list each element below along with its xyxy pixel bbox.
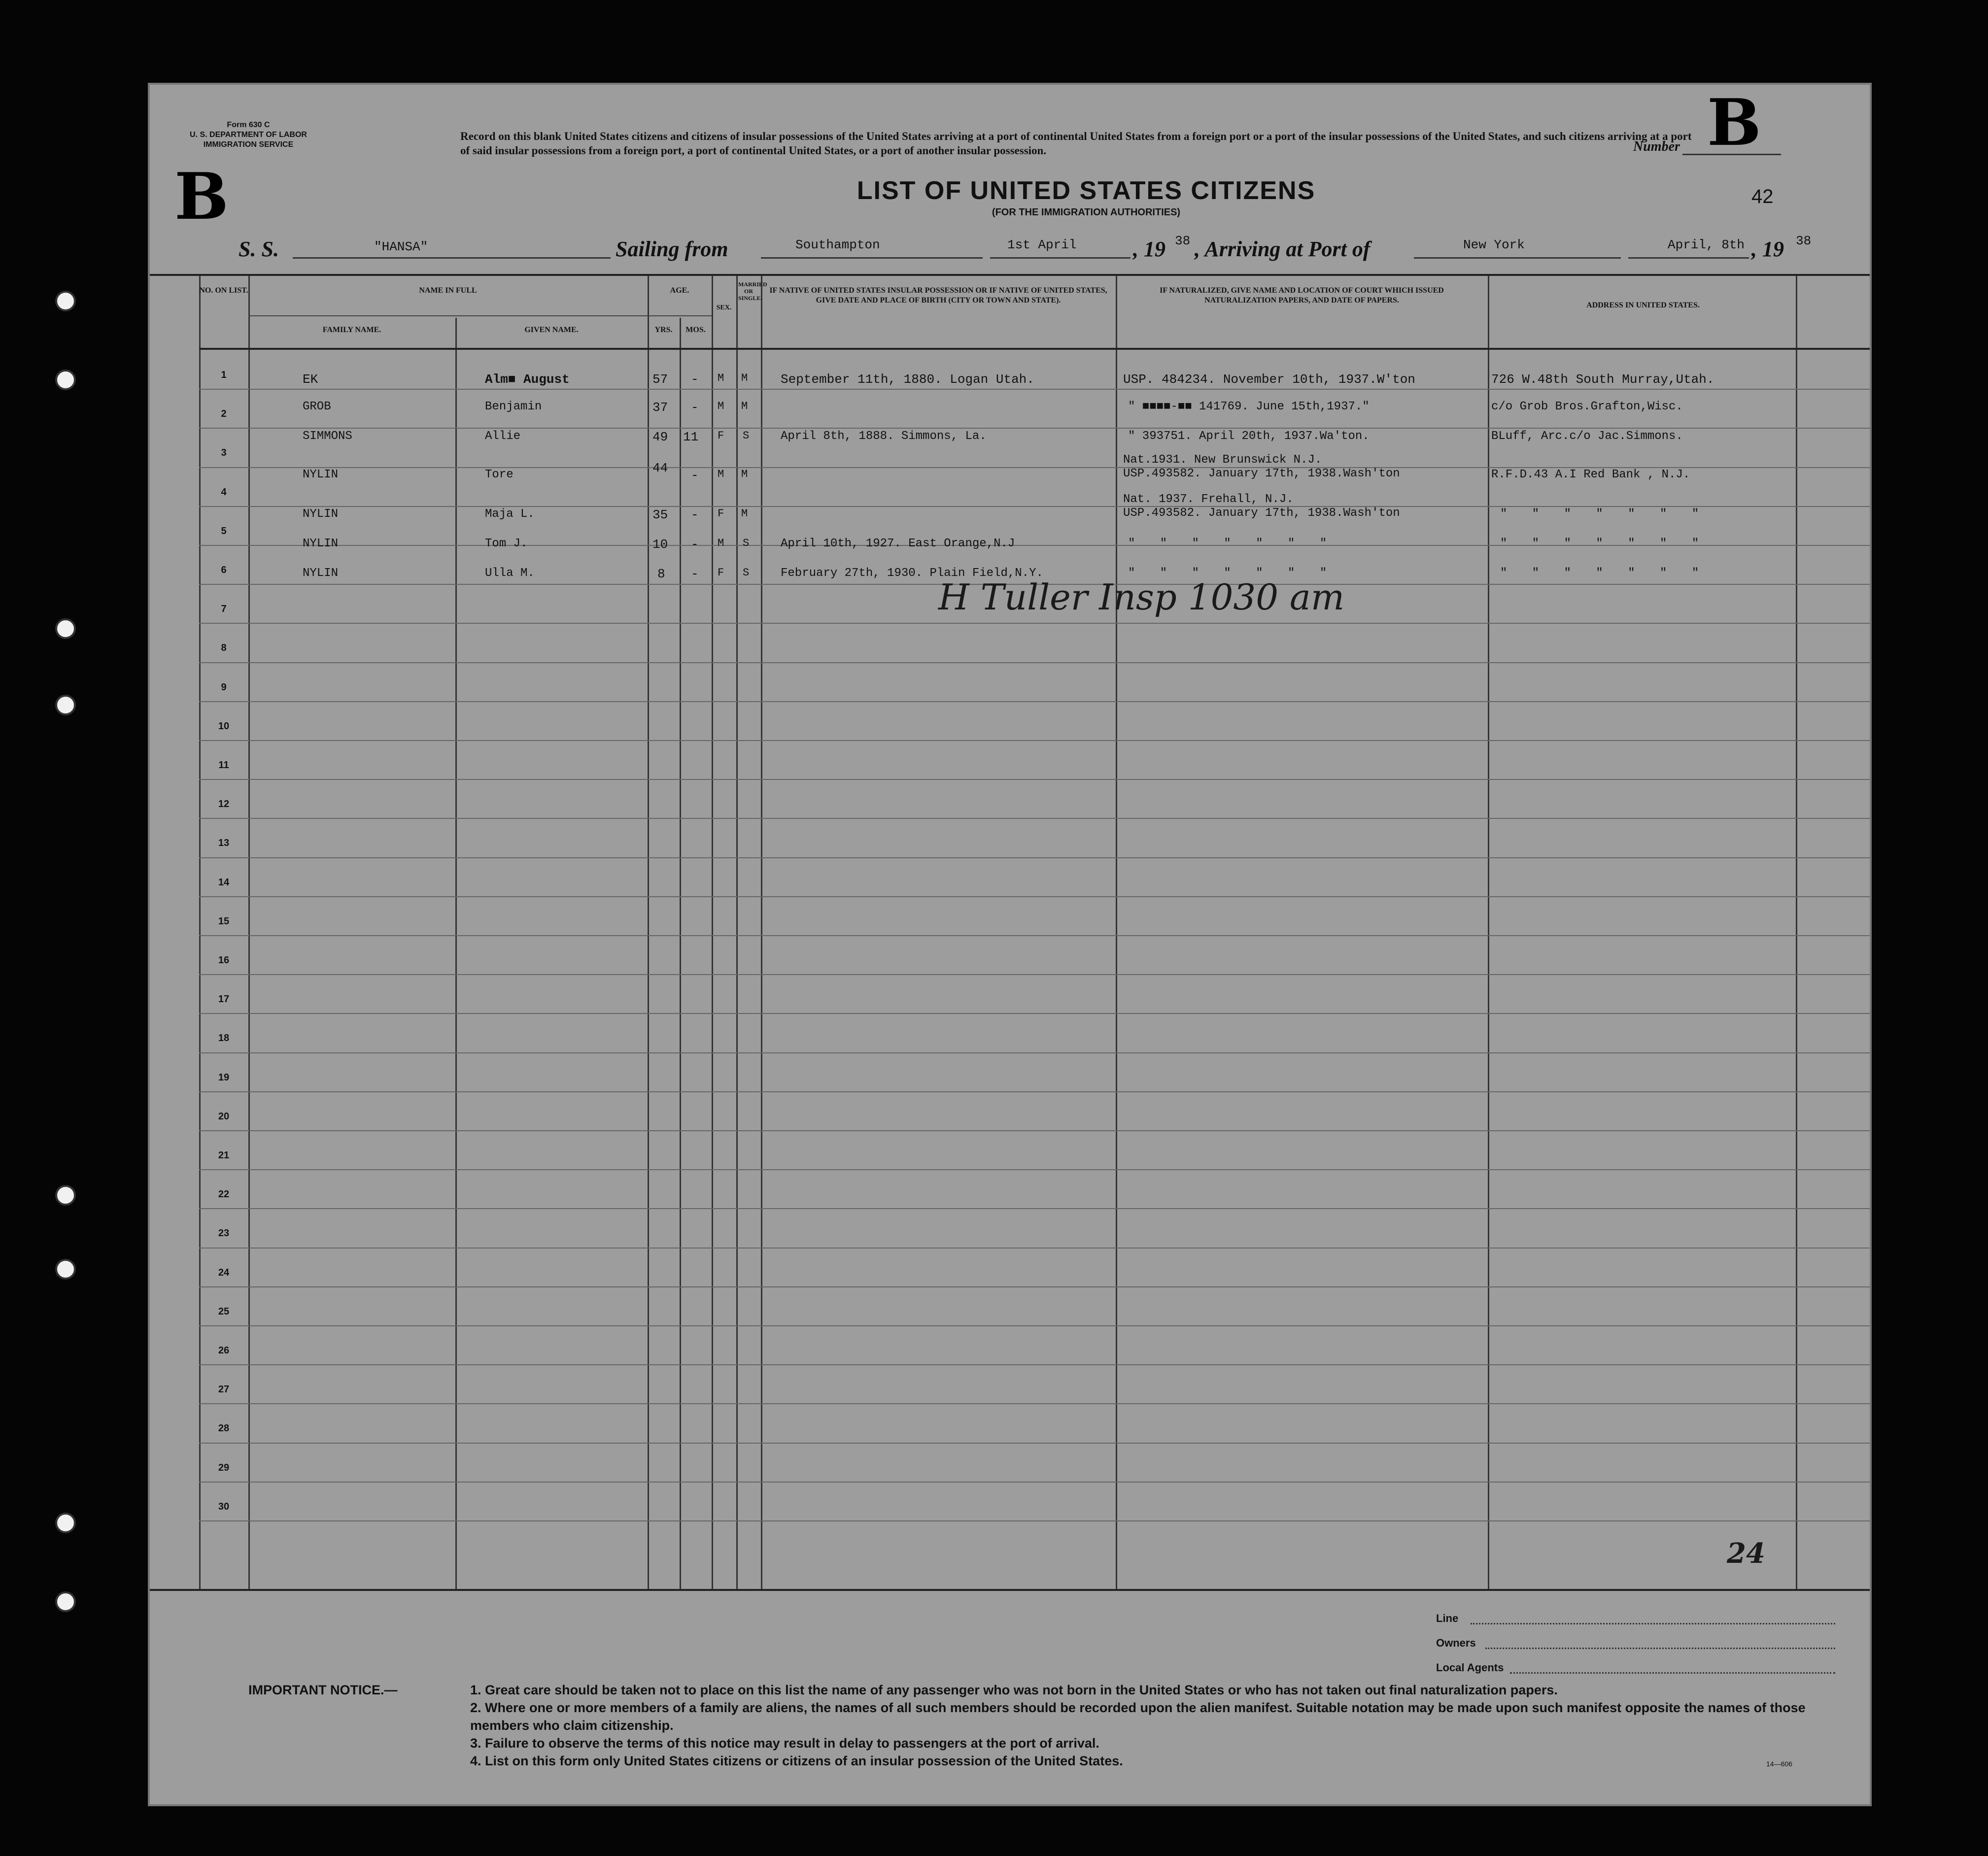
row-number: 4 [221,486,227,498]
binder-hole [55,1259,76,1280]
row-rule [199,1013,1870,1014]
us-address: " " " " " " " [1500,507,1708,521]
given-name: Tom J. [485,537,528,550]
row-rule [199,1286,1870,1287]
sail-date: 1st April [1007,237,1077,252]
marital-status: S [743,430,750,442]
row-number: 13 [218,838,230,849]
naturalization-info: USP.493582. January 17th, 1938.Wash'ton [1123,467,1400,480]
row-rule [199,896,1870,897]
col-rule [1796,276,1797,1589]
sail-year: 38 [1175,234,1191,248]
binder-hole [55,1185,76,1206]
family-name: GROB [303,400,331,413]
marital-status: S [743,537,750,549]
header-months: MOS. [686,326,706,334]
us-address: 726 W.48th South Murray,Utah. [1491,372,1714,387]
row-number: 30 [218,1501,230,1512]
row-rule [199,623,1870,624]
row-number: 11 [218,760,229,771]
age-months: - [691,507,699,522]
row-number: 10 [218,720,230,732]
form-code: 14—606 [1766,1760,1792,1768]
row-rule [199,779,1870,780]
age-years: 44 [652,461,668,475]
age-months: - [691,400,699,415]
row-number: 26 [218,1345,230,1356]
row-rule [199,701,1870,702]
row-number: 9 [221,681,227,693]
birth-info: September 11th, 1880. Logan Utah. [781,372,1034,387]
marital-status: M [741,468,748,480]
tally-number: 24 [1727,1537,1765,1570]
us-address: " " " " " " " [1500,567,1708,580]
owners-label: Owners [1436,1637,1476,1649]
row-number: 19 [218,1072,230,1083]
name-subheader-rule [248,315,648,316]
notice-item: 1. Great care should be taken not to place on this list the name of any passenger who was not born in the United States or who has not taken out final naturalization papers. [470,1683,1558,1697]
row-rule [199,1325,1870,1326]
row-rule [199,1364,1870,1365]
binder-hole [55,695,76,715]
inspector-annotation: H Tuller Insp 1030 am [938,576,1345,618]
row-number: 1 [221,370,227,380]
age-months: - [691,537,699,552]
year-prefix: 19 [1762,237,1784,261]
age-years: 10 [652,537,668,552]
birth-info: April 10th, 1927. East Orange,N.J [781,537,1015,550]
naturalization-info: " 393751. April 20th, 1937.Wa'ton. [1128,430,1370,443]
family-name: EK [303,372,318,387]
row-rule [199,818,1870,819]
voyage-line [150,233,1870,267]
sex: F [718,430,724,442]
row-rule [199,1443,1870,1444]
us-address: R.F.D.43 A.I Red Bank , N.J. [1491,468,1690,481]
given-name: Tore [485,468,514,481]
row-rule [199,1052,1870,1053]
row-number: 14 [218,877,230,888]
family-name: NYLIN [303,567,339,580]
col-rule [1116,276,1117,1589]
row-number: 17 [218,994,230,1005]
header-family-name: FAMILY NAME. [322,326,381,334]
naturalization-info: " " " " " " " [1128,567,1336,580]
owners-field [1485,1648,1835,1649]
ship-line [293,237,611,259]
arrival-date: April, 8th [1668,237,1745,252]
row-rule [199,740,1870,741]
row-rule [199,428,1870,429]
row-number: 29 [218,1462,230,1473]
row-rule [199,935,1870,936]
row-rule [199,1091,1870,1092]
naturalization-info: USP. 484234. November 10th, 1937.W'ton [1123,372,1415,387]
ship-name: "HANSA" [374,239,428,254]
row-rule [199,1248,1870,1249]
sailing-label: Sailing from [616,237,728,261]
row-number: 28 [218,1423,230,1434]
row-number: 20 [218,1111,230,1122]
form-number: Form 630 C [227,121,270,129]
col-rule [680,318,681,1589]
notice-item: 3. Failure to observe the terms of this notice may result in delay to passengers at the port of arrival. [470,1736,1099,1751]
binder-hole [55,618,76,639]
naturalization-info: " " " " " " " [1128,537,1336,550]
page-title: LIST OF UNITED STATES CITIZENS [857,176,1316,205]
col-rule [712,276,713,1589]
arrival-year: 38 [1796,234,1812,248]
notice-heading: IMPORTANT NOTICE.— [248,1683,398,1697]
row-rule [199,1169,1870,1170]
row-number: 7 [221,604,227,615]
citizen-table [150,274,1870,1591]
row-rule [199,662,1870,663]
marital-status: M [741,372,748,384]
page-number: 42 [1751,186,1774,207]
col-rule [1488,276,1489,1589]
row-rule [199,1403,1870,1404]
header-rule [199,348,1870,350]
row-number: 16 [218,955,230,966]
row-number: 25 [218,1306,230,1317]
section-letter: B [174,159,229,234]
row-number: 27 [218,1384,230,1395]
header-given-name: GIVEN NAME. [524,326,579,334]
notice-item: 4. List on this form only United States citizens or citizens of an insular possession of the United States. [470,1754,1123,1768]
family-name: NYLIN [303,507,339,521]
sex: M [718,372,724,384]
row-rule [199,857,1870,858]
row-number: 24 [218,1267,230,1278]
age-years: 35 [652,507,668,522]
year-prefix: 19 [1144,237,1165,261]
age-months: - [691,372,699,387]
notice-list [470,1681,1850,1770]
us-address: c/o Grob Bros.Grafton,Wisc. [1491,400,1683,413]
binder-hole [55,1591,76,1612]
age-years: 49 [652,430,668,444]
given-name: Maja L. [485,507,535,521]
family-name: SIMMONS [303,430,352,443]
ss-label: S. S. [239,237,279,261]
header-years: YRS. [654,326,673,334]
col-rule [761,276,762,1589]
age-years: 8 [657,567,665,581]
row-number: 8 [221,642,227,654]
row-rule [199,506,1870,507]
age-years: 57 [652,372,668,387]
birth-info: February 27th, 1930. Plain Field,N.Y. [781,567,1043,580]
arrival-year-prefix: , 19 [1751,237,1784,261]
row-number: 3 [221,447,227,459]
sex: M [718,537,724,549]
sex: F [718,567,724,579]
page-subtitle: (FOR THE IMMIGRATION AUTHORITIES) [992,207,1181,218]
intro-instructions: Record on this blank United States citizens and citizens of insular possessions of the United States arriving at a port of continental United States from a foreign port or a port of the insular possessions of the United States, and such citizens arriving at a port of said insular possessions from a foreign port, a port of continental United States, or a port of another insular possession. [460,130,1692,157]
col-rule [248,276,250,1589]
row-number: 23 [218,1228,230,1239]
row-rule [199,974,1870,975]
row-number: 21 [218,1150,230,1161]
row-rule [199,389,1870,390]
line-label: Line [1436,1612,1459,1624]
notice-item: 2. Where one or more members of a family are aliens, the names of all such members should be recorded upon the alien manifest. Suitable notation may be made upon such manifest opposite the names of those members who claim citizenship. [470,1700,1806,1733]
row-number: 18 [218,1033,230,1044]
marital-status: S [743,567,750,579]
age-years: 37 [652,400,668,415]
agents-field [1510,1672,1835,1674]
given-name: Alm■ August [485,372,570,387]
naturalization-info: " ■■■■-■■ 141769. June 15th,1937." [1128,400,1370,413]
row-rule [199,1130,1870,1131]
row-number: 15 [218,915,230,927]
header-naturalized: IF NATURALIZED, GIVE NAME AND LOCATION OF COURT WHICH ISSUED NATURALIZATION PAPERS, AND DATE OF PAPERS. [1160,286,1444,304]
sail-year-prefix: , 19 [1133,237,1165,261]
manifest-sheet [148,83,1872,1806]
row-number: 2 [221,408,227,420]
department-name: U. S. DEPARTMENT OF LABOR [190,131,307,139]
sex: M [718,468,724,480]
naturalization-court: Nat. 1937. Frehall, N.J. [1123,493,1294,506]
age-months: 11 [683,430,699,444]
row-number: 5 [221,525,227,537]
arrival-port: New York [1463,237,1525,252]
age-months: - [691,468,699,483]
arriving-label: , Arriving at Port of [1195,237,1371,261]
age-subheader-rule [648,315,712,316]
naturalization-court: Nat.1931. New Brunswick N.J. [1123,453,1322,467]
number-value: B [1707,85,1761,160]
binder-hole [55,370,76,390]
birth-info: April 8th, 1888. Simmons, La. [781,430,987,443]
row-number: 22 [218,1189,230,1200]
binder-hole [55,291,76,311]
given-name: Allie [485,430,521,443]
col-rule [455,318,457,1589]
header-address: ADDRESS IN UNITED STATES. [1586,301,1700,309]
family-name: NYLIN [303,537,339,550]
given-name: Benjamin [485,400,542,413]
given-name: Ulla M. [485,567,535,580]
service-name: IMMIGRATION SERVICE [203,140,294,149]
us-address: BLuff, Arc.c/o Jac.Simmons. [1491,430,1683,443]
sex: F [718,507,724,520]
family-name: NYLIN [303,468,339,481]
us-address: " " " " " " " [1500,537,1708,550]
marital-status: M [741,507,748,520]
row-rule [199,1482,1870,1483]
line-field [1471,1623,1835,1624]
col-rule [736,276,738,1589]
sex: M [718,400,724,412]
from-port: Southampton [795,237,880,252]
binder-hole [55,1513,76,1533]
header-sex: SEX. [716,304,732,311]
col-rule [648,276,649,1589]
header-birth: IF NATIVE OF UNITED STATES INSULAR POSSESSION OR IF NATIVE OF UNITED STATES, GIVE DATE AND PLACE OF BIRTH (CITY OR TOWN AND STATE). [769,286,1107,304]
header-no-on-list: NO. ON LIST. [199,286,248,295]
marital-status: M [741,400,748,412]
row-number: 12 [218,799,230,810]
age-months: - [691,567,699,581]
row-rule [199,1208,1870,1209]
form-identifier [184,120,312,150]
row-rule [199,1520,1870,1521]
agents-label: Local Agents [1436,1661,1504,1674]
number-label: Number [1633,139,1680,154]
header-name-in-full: NAME IN FULL [419,286,477,295]
naturalization-info: USP.493582. January 17th, 1938.Wash'ton [1123,506,1400,520]
header-married-single: MARRIED OR SINGLE. [738,281,767,302]
header-age: AGE. [670,286,689,295]
row-number: 6 [221,565,227,575]
